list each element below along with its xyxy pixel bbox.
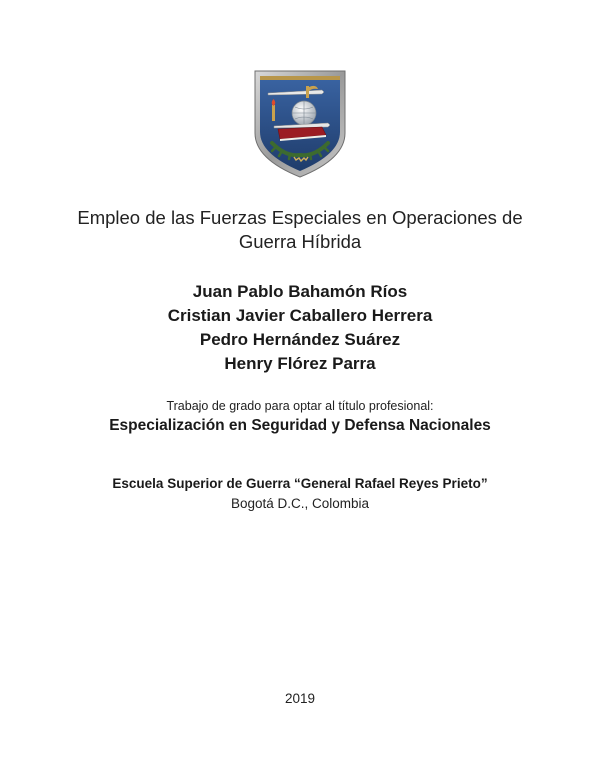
title-line-1: Empleo de las Fuerzas Especiales en Operaciones de bbox=[77, 207, 523, 228]
publication-year: 2019 bbox=[284, 691, 316, 706]
author-name: Henry Flórez Parra bbox=[224, 354, 376, 373]
degree-intro: Trabajo de grado para optar al título profesional: bbox=[166, 399, 434, 413]
author-list bbox=[40, 280, 560, 376]
author-name: Cristian Javier Caballero Herrera bbox=[167, 306, 433, 325]
author-name: Pedro Hernández Suárez bbox=[199, 330, 401, 349]
title-line-2: Guerra Híbrida bbox=[238, 231, 362, 252]
author-name: Juan Pablo Bahamón Ríos bbox=[192, 282, 408, 301]
city-country: Bogotá D.C., Colombia bbox=[230, 496, 370, 511]
school-crest-icon bbox=[252, 69, 348, 179]
school-name: Escuela Superior de Guerra “General Rafael Reyes Prieto” bbox=[112, 476, 488, 491]
document-title bbox=[40, 206, 560, 254]
degree-title: Especialización en Seguridad y Defensa Nacionales bbox=[109, 417, 491, 434]
